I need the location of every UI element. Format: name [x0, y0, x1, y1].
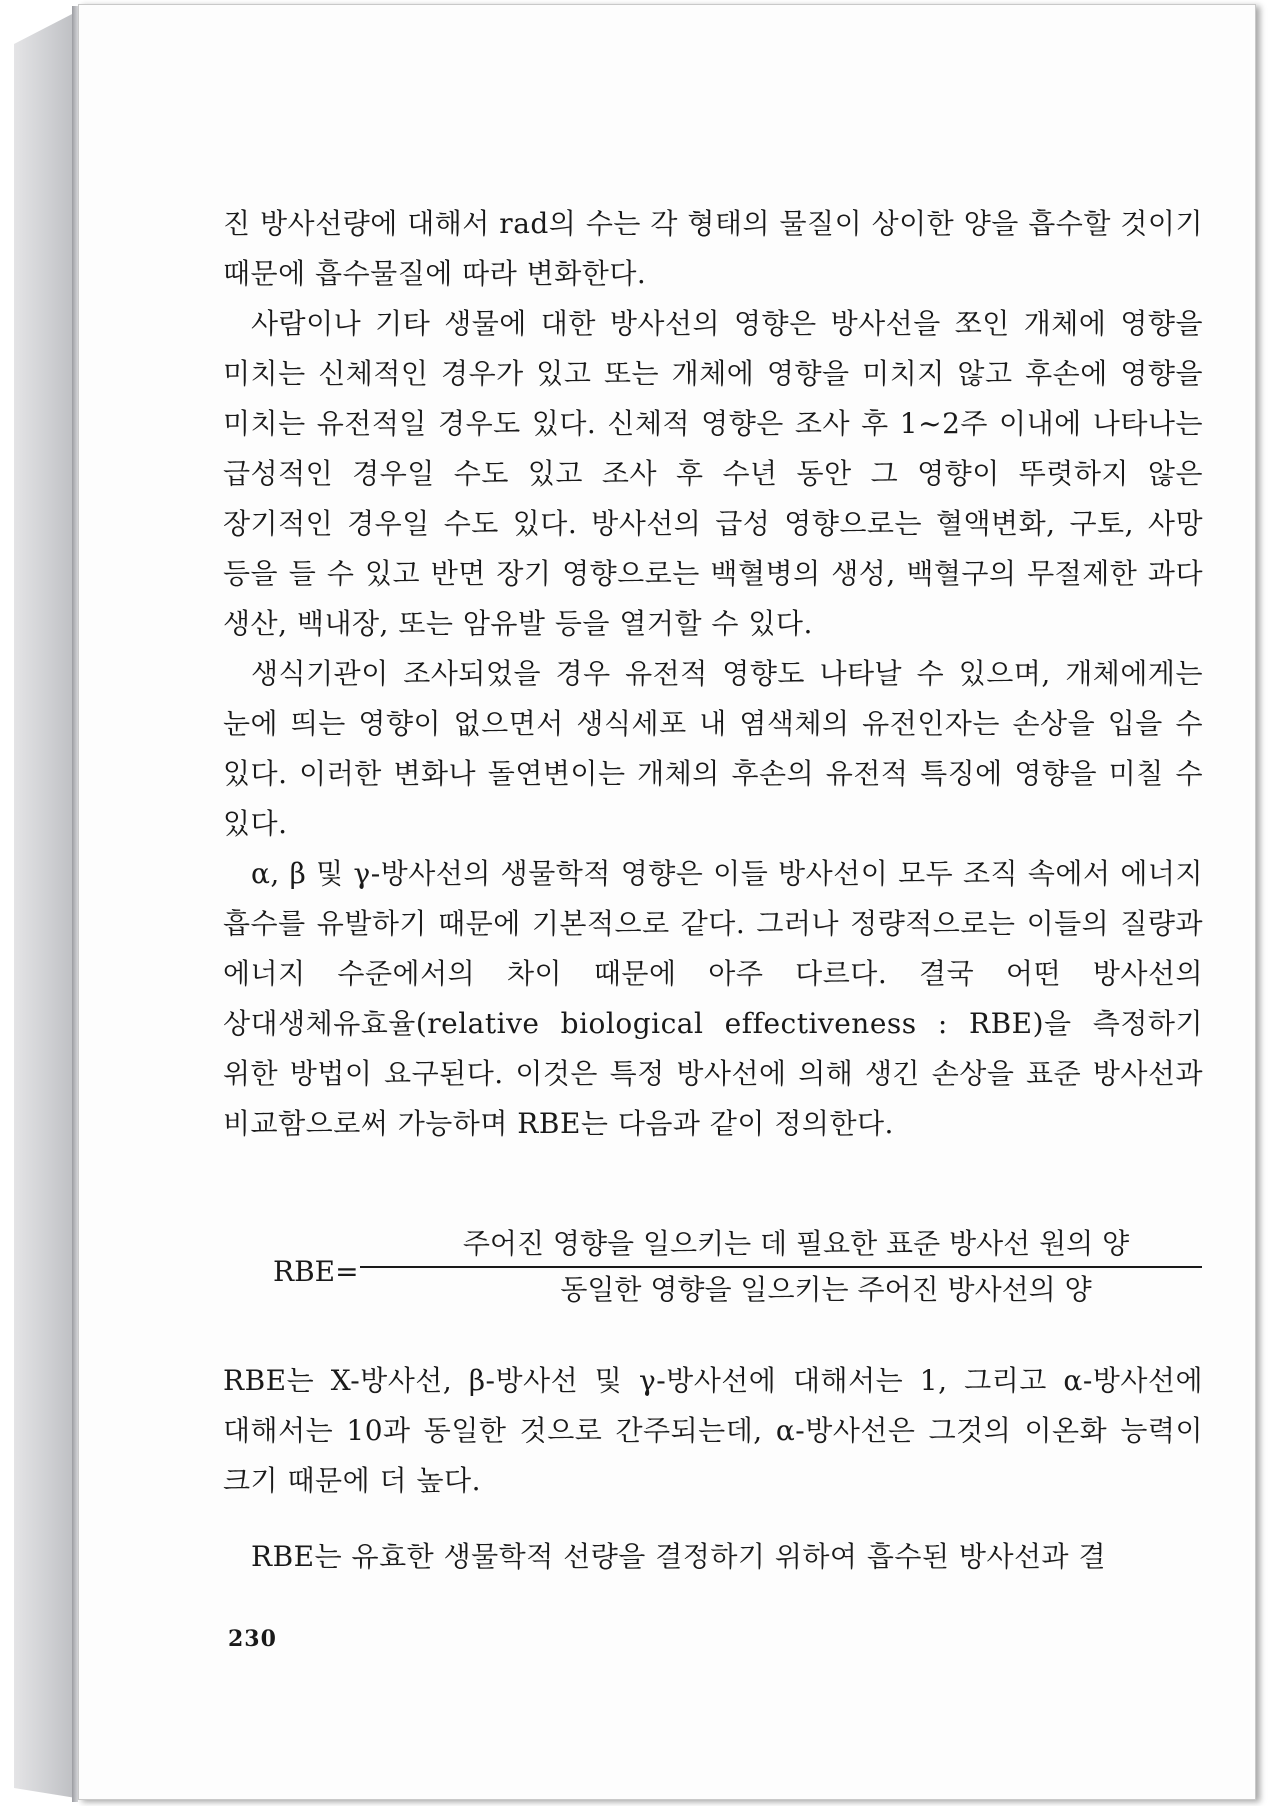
- rbe-formula: [273, 1222, 1213, 1322]
- formula-numerator: 주어진 영향을 일으키는 데 필요한 표준 방사선 원의 양: [462, 1227, 1130, 1260]
- page-number: 230: [228, 1626, 277, 1652]
- text-block-last: [223, 1532, 1203, 1582]
- paragraph-1: 진 방사선량에 대해서 rad의 수는 각 형태의 물질이 상이한 양을 흡수할 것이기 때문에 흡수물질에 따라 변화한다.: [223, 207, 1203, 290]
- book-page: [78, 4, 1256, 1800]
- formula-lhs: RBE=: [273, 1255, 359, 1288]
- paragraph-5: RBE는 X-방사선, β-방사선 및 γ-방사선에 대해서는 1, 그리고 α-방사선에 대해서는 10과 동일한 것으로 간주되는데, α-방사선은 그것의 이온화 능력이 크기 때문에 더 높다.: [223, 1364, 1203, 1497]
- paragraph-4: α, β 및 γ-방사선의 생물학적 영향은 이들 방사선이 모두 조직 속에서 에너지 흡수를 유발하기 때문에 기본적으로 같다. 그러나 정량적으로는 이들의 질량과 에너지 수준에서의 차이 때문에 아주 다르다. 결국 어떤 방사선의 상대생체유효율(relative biological effectiveness : RBE)을 측정하기 위한 방법이 요구된다. 이것은 특정 방사선에 의해 생긴 손상을 표준 방사선과 비교함으로써 가능하며 RBE는 다음과 같이 정의한다.: [223, 857, 1203, 1140]
- book-spine: [14, 12, 76, 1798]
- text-block-top: [223, 199, 1203, 1149]
- text-block-after-formula: [223, 1356, 1203, 1506]
- paragraph-2: 사람이나 기타 생물에 대한 방사선의 영향은 방사선을 쪼인 개체에 영향을 미치는 신체적인 경우가 있고 또는 개체에 영향을 미치지 않고 후손에 영향을 미치는 유전적일 경우도 있다. 신체적 영향은 조사 후 1~2주 이내에 나타나는 급성적인 경우일 수도 있고 조사 후 수년 동안 그 영향이 뚜렷하지 않은 장기적인 경우일 수도 있다. 방사선의 급성 영향으로는 혈액변화, 구토, 사망 등을 들 수 있고 반면 장기 영향으로는 백혈병의 생성, 백혈구의 무절제한 과다 생산, 백내장, 또는 암유발 등을 열거할 수 있다.: [223, 307, 1204, 640]
- formula-fraction: [360, 1222, 1202, 1312]
- paragraph-6: RBE는 유효한 생물학적 선량을 결정하기 위하여 흡수된 방사선과 결: [251, 1540, 1107, 1573]
- formula-denominator: 동일한 영향을 일으키는 주어진 방사선의 양: [560, 1273, 1092, 1306]
- paragraph-3: 생식기관이 조사되었을 경우 유전적 영향도 나타날 수 있으며, 개체에게는 눈에 띄는 영향이 없으면서 생식세포 내 염색체의 유전인자는 손상을 입을 수 있다. 이러한 변화나 돌연변이는 개체의 후손의 유전적 특징에 영향을 미칠 수 있다.: [223, 657, 1203, 840]
